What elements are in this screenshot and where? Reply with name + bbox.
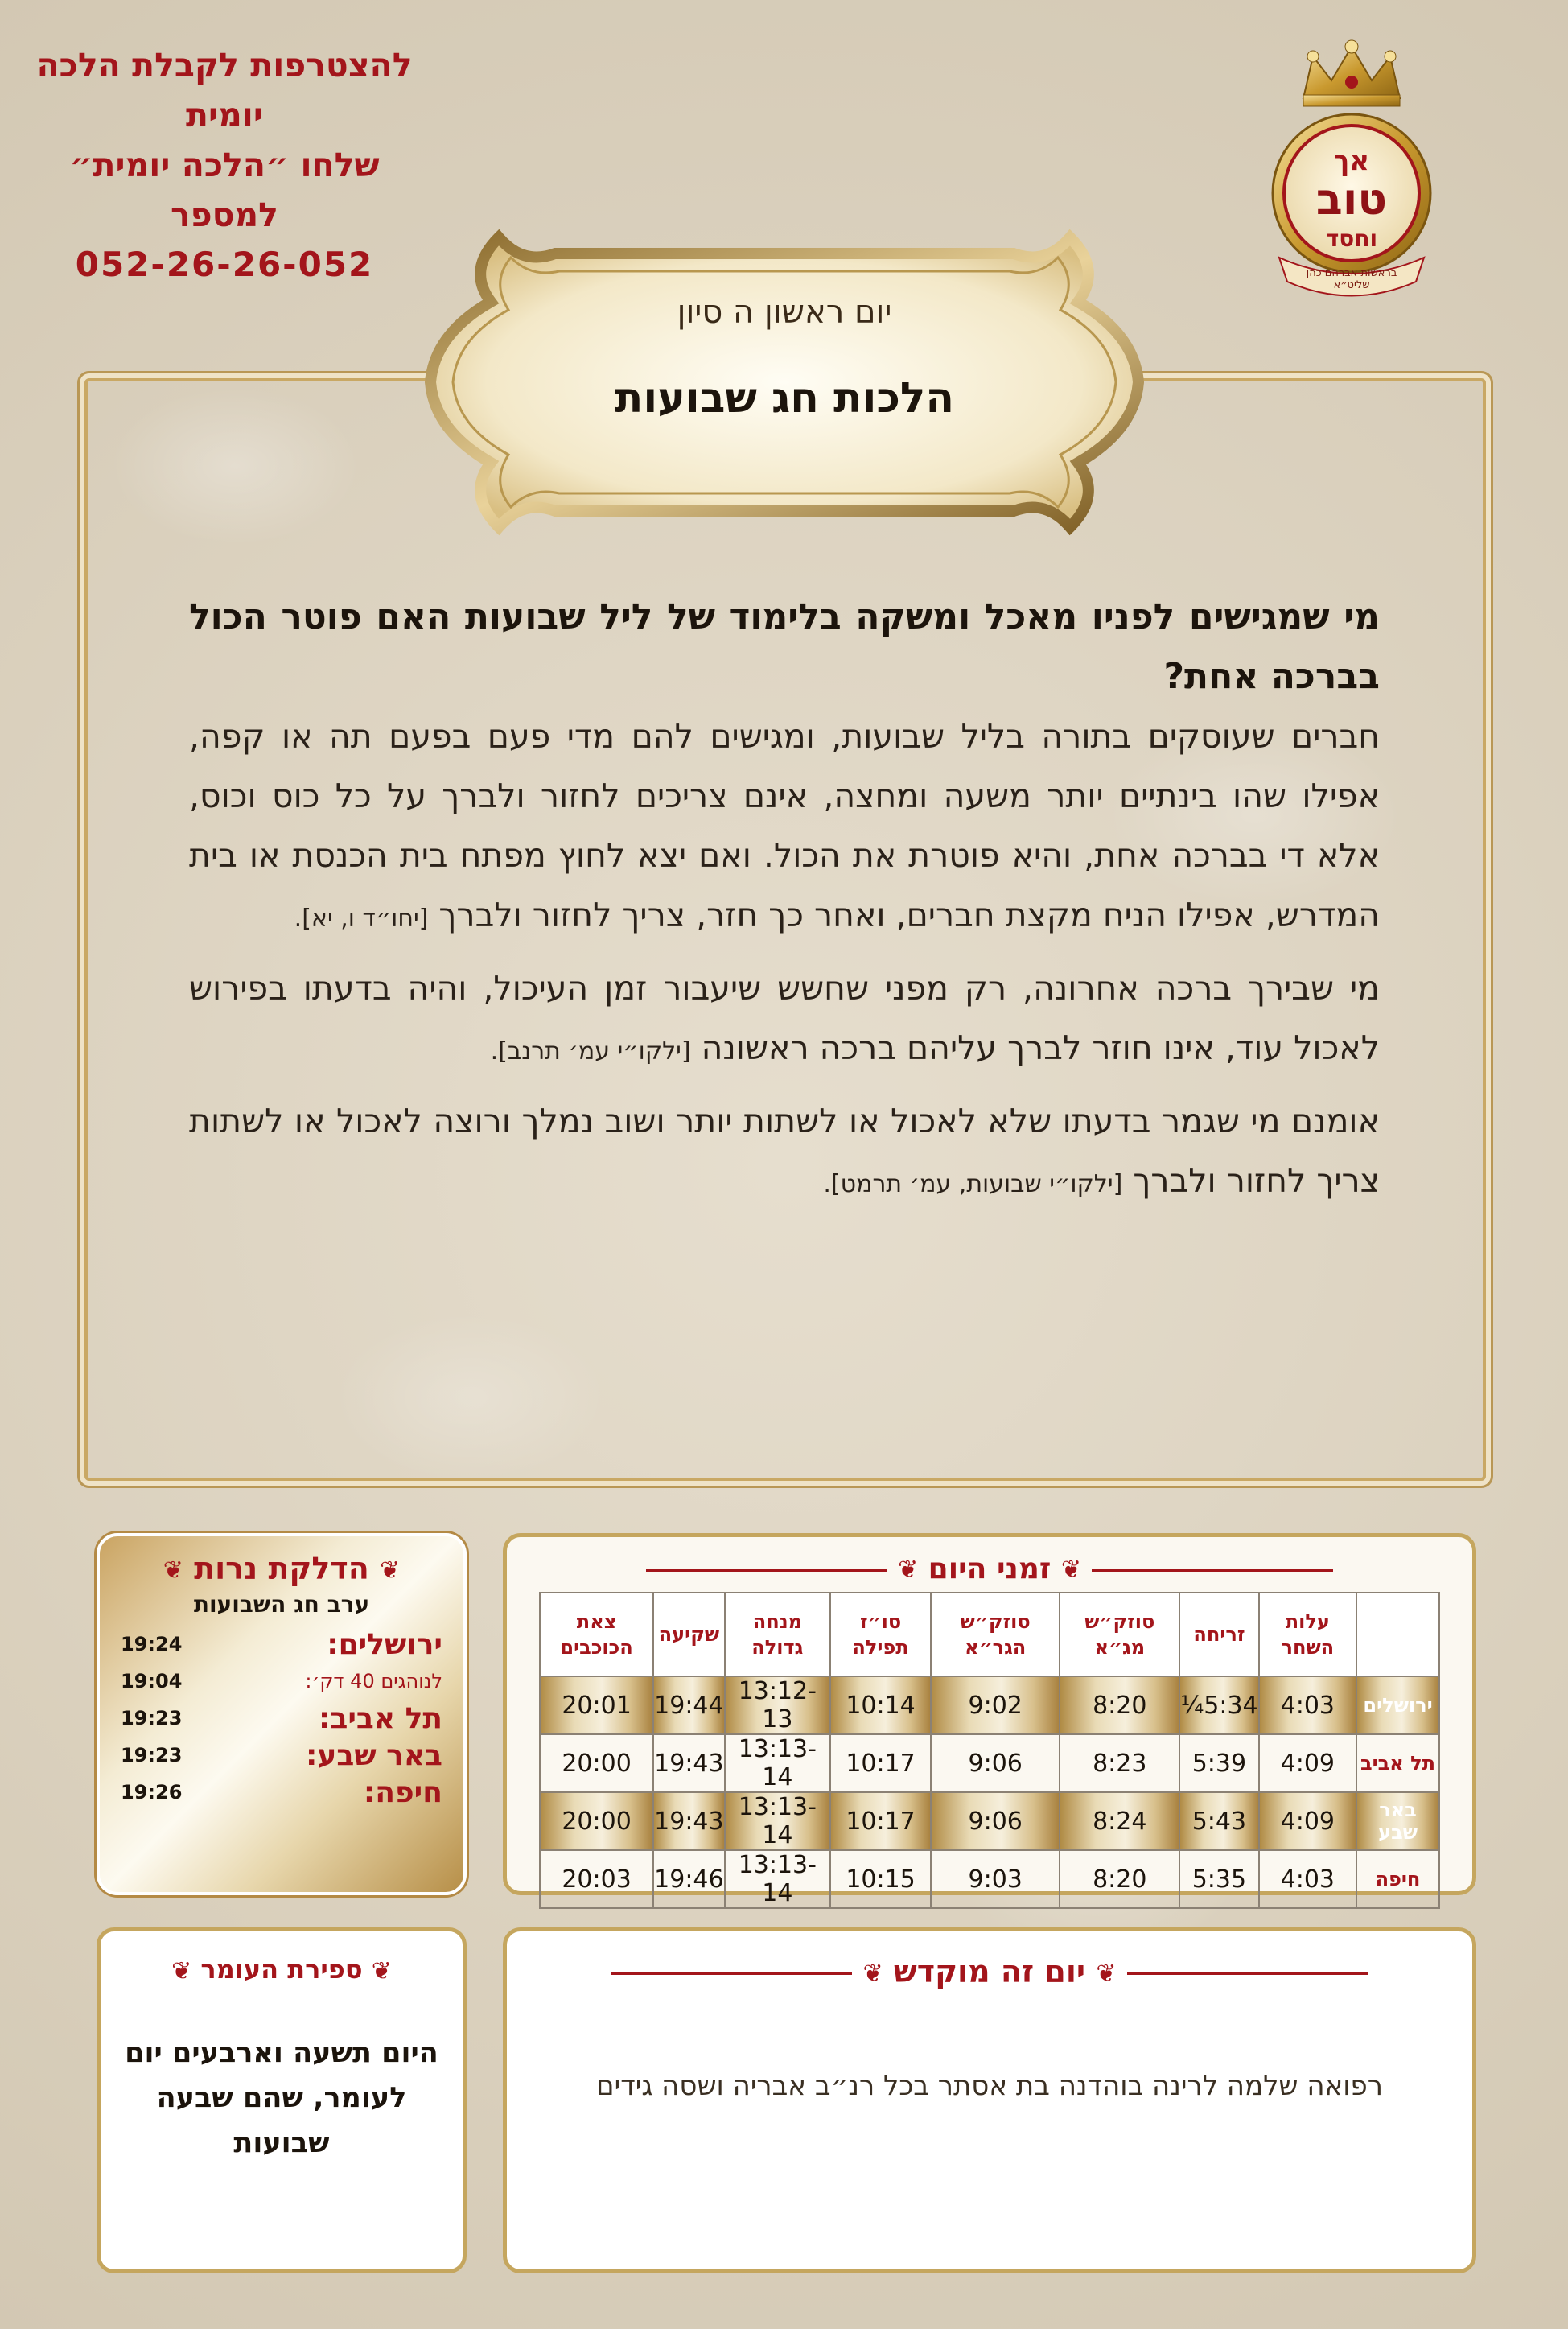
dedication-title bbox=[539, 1954, 1440, 1989]
table-header-cell: עלות השחר bbox=[1259, 1593, 1356, 1676]
candle-city: ירושלים: bbox=[327, 1627, 442, 1661]
table-cell: 20:00 bbox=[540, 1734, 653, 1792]
article-question: מי שמגישים לפניו מאכל ומשקה בלימוד של ליל שבועות האם פוטר הכול בברכה אחת? bbox=[189, 596, 1380, 697]
logo bbox=[1271, 24, 1432, 314]
table-cell: 19:43 bbox=[653, 1734, 724, 1792]
subscribe-line-2: שלחו ״הלכה יומית״ למספר bbox=[69, 146, 380, 234]
day-times-box bbox=[503, 1533, 1476, 1907]
subscribe-line-1: להצטרפות לקבלת הלכה יומית bbox=[36, 46, 413, 134]
table-cell: 9:06 bbox=[931, 1734, 1060, 1792]
divider bbox=[1127, 1972, 1368, 1975]
table-cell: 10:15 bbox=[830, 1850, 931, 1908]
table-header-cell: מנחה גדולה bbox=[725, 1593, 830, 1676]
day-times-title bbox=[539, 1547, 1440, 1592]
divider bbox=[611, 1972, 852, 1975]
candle-time: 19:24 bbox=[121, 1633, 183, 1655]
omer-count-box bbox=[97, 1927, 467, 2273]
logo-ribbon-text: בראשות אברהם כהן שליט״א bbox=[1306, 267, 1397, 291]
divider bbox=[646, 1569, 887, 1572]
table-row bbox=[540, 1850, 1439, 1908]
article-paragraph-2-citation: [ילקו״י עמ׳ תרנב]. bbox=[490, 1037, 691, 1066]
table-row bbox=[540, 1792, 1439, 1850]
flourish-icon: ❦ bbox=[862, 1960, 883, 1988]
table-cell: 19:46 bbox=[653, 1850, 724, 1908]
table-row bbox=[540, 1734, 1439, 1792]
candle-row bbox=[121, 1663, 442, 1700]
table-cell: 5:39 bbox=[1179, 1734, 1258, 1792]
table-cell: 13:13-14 bbox=[725, 1792, 830, 1850]
table-cell: 5:34¼ bbox=[1179, 1676, 1258, 1734]
divider bbox=[1092, 1569, 1333, 1572]
candle-city: באר שבע: bbox=[306, 1738, 442, 1772]
candle-lighting-subtitle: ערב חג השבועות bbox=[193, 1591, 370, 1618]
table-cell: 10:14 bbox=[830, 1676, 931, 1734]
table-header-cell bbox=[1356, 1593, 1439, 1676]
table-header-cell: סו״ז תפילה bbox=[830, 1593, 931, 1676]
table-cell: 8:23 bbox=[1060, 1734, 1179, 1792]
article-paragraph-1 bbox=[189, 707, 1380, 949]
table-header-cell: צאת הכוכבים bbox=[540, 1593, 653, 1676]
article-paragraph-1-citation: [יחו״ד ו, יא]. bbox=[294, 905, 429, 933]
day-times-title-text: זמני היום bbox=[928, 1552, 1052, 1585]
candle-time: 19:23 bbox=[121, 1707, 183, 1729]
candle-time: 19:04 bbox=[121, 1670, 183, 1692]
article-paragraph-2 bbox=[189, 958, 1380, 1082]
candle-row bbox=[121, 1626, 442, 1663]
flourish-icon: ❦ bbox=[163, 1556, 183, 1585]
flourish-icon: ❦ bbox=[897, 1556, 919, 1584]
omer-count-title bbox=[125, 1954, 438, 1985]
dedication-box bbox=[503, 1927, 1476, 2273]
article-paragraph-3-citation: [ילקו״י שבועות, עמ׳ תרמט]. bbox=[823, 1170, 1123, 1198]
subscribe-phone: 052-26-26-052 bbox=[75, 245, 374, 284]
omer-count-title-text: ספירת העומר bbox=[200, 1954, 363, 1985]
candle-lighting-title bbox=[121, 1551, 442, 1586]
dedication-title-text: יום זה מוקדש bbox=[893, 1954, 1086, 1989]
table-cell: 8:20 bbox=[1060, 1676, 1179, 1734]
table-cell: 13:12-13 bbox=[725, 1676, 830, 1734]
table-cell: 19:44 bbox=[653, 1676, 724, 1734]
table-cell: 4:09 bbox=[1259, 1734, 1356, 1792]
logo-text-bottom: וחסד bbox=[1325, 225, 1378, 252]
table-cell: 20:01 bbox=[540, 1676, 653, 1734]
table-header-cell: זריחה bbox=[1179, 1593, 1258, 1676]
header-date: יום ראשון ה סיון bbox=[677, 294, 892, 331]
candle-time: 19:26 bbox=[121, 1781, 183, 1803]
table-cell: 9:06 bbox=[931, 1792, 1060, 1850]
header-title: הלכות חג שבועות bbox=[614, 374, 955, 423]
candle-note: לנוהגים 40 דק׳: bbox=[305, 1670, 442, 1692]
dedication-text: רפואה שלמה לרינה בוהדנה בת אסתר בכל רנ״ב אבריה ושסה גידים bbox=[596, 2070, 1383, 2102]
candle-time: 19:23 bbox=[121, 1744, 183, 1766]
table-cell: 5:43 bbox=[1179, 1792, 1258, 1850]
candle-lighting-box bbox=[97, 1533, 467, 1895]
flourish-icon: ❦ bbox=[380, 1556, 401, 1585]
article bbox=[189, 587, 1380, 1224]
candle-lighting-title-text: הדלקת נרות bbox=[194, 1551, 369, 1586]
candle-row bbox=[121, 1774, 442, 1811]
logo-text-main: טוב bbox=[1315, 174, 1388, 225]
article-paragraph-3-text: אומנם מי שגמר בדעתו שלא לאכול או לשתות יותר ושוב נמלך ורוצה לאכול או לשתות צריך לחזור ולברך bbox=[189, 1102, 1380, 1200]
candle-city: תל אביב: bbox=[318, 1701, 442, 1735]
table-city-cell: ירושלים bbox=[1356, 1676, 1439, 1734]
table-cell: 20:03 bbox=[540, 1850, 653, 1908]
table-cell: 4:03 bbox=[1259, 1676, 1356, 1734]
table-cell: 19:43 bbox=[653, 1792, 724, 1850]
table-cell: 10:17 bbox=[830, 1734, 931, 1792]
subscribe-notice bbox=[23, 40, 426, 290]
omer-count-text: היום תשעה וארבעים יום לעומר, שהם שבעה שבועות bbox=[125, 2036, 438, 2159]
table-cell: 8:20 bbox=[1060, 1850, 1179, 1908]
table-cell: 4:03 bbox=[1259, 1850, 1356, 1908]
table-city-cell: חיפה bbox=[1356, 1850, 1439, 1908]
logo-text-top: אך bbox=[1333, 145, 1370, 177]
table-city-cell: תל אביב bbox=[1356, 1734, 1439, 1792]
candle-row bbox=[121, 1700, 442, 1737]
table-header-cell: סוזק״ש הגר״א bbox=[931, 1593, 1060, 1676]
table-cell: 10:17 bbox=[830, 1792, 931, 1850]
table-cell: 9:02 bbox=[931, 1676, 1060, 1734]
article-paragraph-2-text: מי שבירך ברכה אחרונה, רק מפני שחשש שיעבור זמן העיכול, והיה בדעתו בפירוש לאכול עוד, אינו חוזר לברך עליהם ברכה ראשונה bbox=[189, 969, 1380, 1067]
day-times-table bbox=[539, 1592, 1440, 1909]
article-paragraph-3 bbox=[189, 1091, 1380, 1214]
table-header-row bbox=[540, 1593, 1439, 1676]
flourish-icon: ❦ bbox=[371, 1956, 392, 1985]
table-cell: 13:13-14 bbox=[725, 1734, 830, 1792]
table-header-cell: סוזק״ש מג״א bbox=[1060, 1593, 1179, 1676]
table-cell: 5:35 bbox=[1179, 1850, 1258, 1908]
table-row bbox=[540, 1676, 1439, 1734]
candle-row bbox=[121, 1737, 442, 1774]
flourish-icon: ❦ bbox=[171, 1956, 192, 1985]
table-cell: 13:13-14 bbox=[725, 1850, 830, 1908]
table-cell: 4:09 bbox=[1259, 1792, 1356, 1850]
candle-city: חיפה: bbox=[363, 1775, 442, 1809]
article-paragraph-1-text: חברים שעוסקים בתורה בליל שבועות, ומגישים להם מדי פעם בפעם תה או קפה, אפילו שהו בינתיים יותר משעה ומחצה, אינם צריכים לחזור ולברך על כל כוס וכוס, אלא די בברכה אחת, והיא פוטרת את הכול. ואם יצא לחוץ מפתח בית הכנסת או בית המדרש, אפילו הניח מקצת חברים, ואחר כך חזר, צריך לחזור ולברך bbox=[189, 717, 1380, 934]
flourish-icon: ❦ bbox=[1096, 1960, 1117, 1988]
table-city-cell: באר שבע bbox=[1356, 1792, 1439, 1850]
flourish-icon: ❦ bbox=[1060, 1556, 1082, 1584]
table-cell: 8:24 bbox=[1060, 1792, 1179, 1850]
table-header-cell: שקיעה bbox=[653, 1593, 724, 1676]
table-cell: 9:03 bbox=[931, 1850, 1060, 1908]
table-cell: 20:00 bbox=[540, 1792, 653, 1850]
